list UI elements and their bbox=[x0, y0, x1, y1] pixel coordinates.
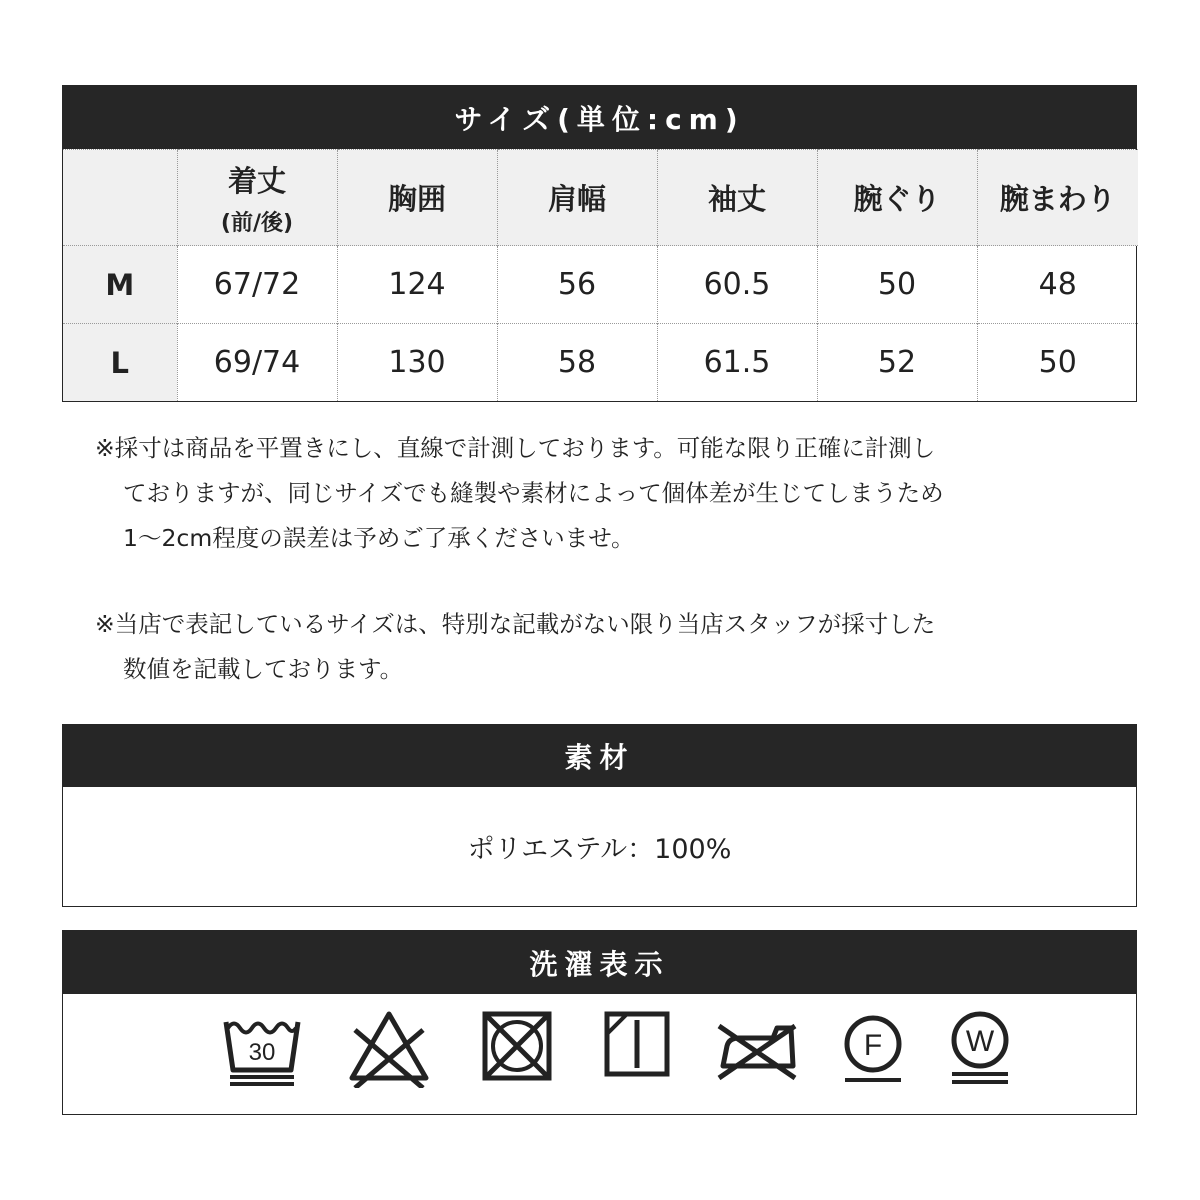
table-cell: 58 bbox=[497, 324, 657, 402]
no-bleach-icon bbox=[347, 1008, 431, 1088]
table-cell: 50 bbox=[977, 324, 1138, 402]
column-header-arm-circumference: 腕まわり bbox=[977, 150, 1138, 246]
size-notation-note bbox=[95, 602, 1105, 692]
note-line: ※当店で表記しているサイズは、特別な記載がない限り当店スタッフが採寸した bbox=[95, 610, 936, 638]
column-header-length bbox=[177, 150, 337, 246]
size-table-header-row bbox=[63, 150, 1138, 246]
column-header-chest: 胸囲 bbox=[337, 150, 497, 246]
no-tumble-dry-icon bbox=[475, 1008, 559, 1088]
table-cell: 124 bbox=[337, 246, 497, 324]
column-header-label: 着丈 bbox=[227, 163, 286, 198]
note-line: 1〜2cm程度の誤差は予めご了承くださいませ。 bbox=[123, 524, 635, 552]
table-cell: 69/74 bbox=[177, 324, 337, 402]
line-dry-shade-icon bbox=[603, 1008, 673, 1088]
size-table-section bbox=[62, 85, 1137, 402]
table-cell: 48 bbox=[977, 246, 1138, 324]
material-section bbox=[62, 724, 1137, 907]
column-header-shoulder: 肩幅 bbox=[497, 150, 657, 246]
note-line: 数値を記載しております。 bbox=[123, 655, 404, 683]
size-table bbox=[63, 149, 1138, 401]
size-table-title: サイズ(単位:cm) bbox=[63, 86, 1136, 149]
material-title: 素材 bbox=[63, 725, 1136, 787]
care-title: 洗濯表示 bbox=[63, 931, 1136, 994]
row-size-label: M bbox=[63, 246, 177, 324]
table-row bbox=[63, 324, 1138, 402]
no-iron-icon bbox=[715, 1008, 799, 1088]
column-header-sleeve: 袖丈 bbox=[657, 150, 817, 246]
wet-clean-letter: W bbox=[965, 1025, 995, 1058]
wet-clean-very-mild-icon bbox=[948, 1008, 1012, 1088]
table-cell: 130 bbox=[337, 324, 497, 402]
note-line: ておりますが、同じサイズでも縫製や素材によって個体差が生じてしまうため bbox=[123, 479, 944, 507]
table-cell: 61.5 bbox=[657, 324, 817, 402]
material-text: ポリエステル：100% bbox=[467, 834, 732, 865]
size-table-corner bbox=[63, 150, 177, 246]
column-header-armhole: 腕ぐり bbox=[817, 150, 977, 246]
table-cell: 60.5 bbox=[657, 246, 817, 324]
column-header-sub: (前/後) bbox=[220, 210, 294, 236]
wash-30-mild-icon bbox=[220, 1008, 304, 1088]
table-row bbox=[63, 246, 1138, 324]
table-cell: 52 bbox=[817, 324, 977, 402]
care-section bbox=[62, 930, 1137, 1115]
dry-clean-letter: F bbox=[863, 1029, 883, 1062]
wash-temperature-label: 30 bbox=[248, 1039, 276, 1066]
table-cell: 56 bbox=[497, 246, 657, 324]
care-icons bbox=[63, 994, 1136, 1114]
dry-clean-f-mild-icon bbox=[841, 1008, 905, 1088]
measurement-note bbox=[95, 426, 1105, 561]
table-cell: 50 bbox=[817, 246, 977, 324]
note-line: ※採寸は商品を平置きにし、直線で計測しております。可能な限り正確に計測し bbox=[95, 434, 936, 462]
row-size-label: L bbox=[63, 324, 177, 402]
table-cell: 67/72 bbox=[177, 246, 337, 324]
